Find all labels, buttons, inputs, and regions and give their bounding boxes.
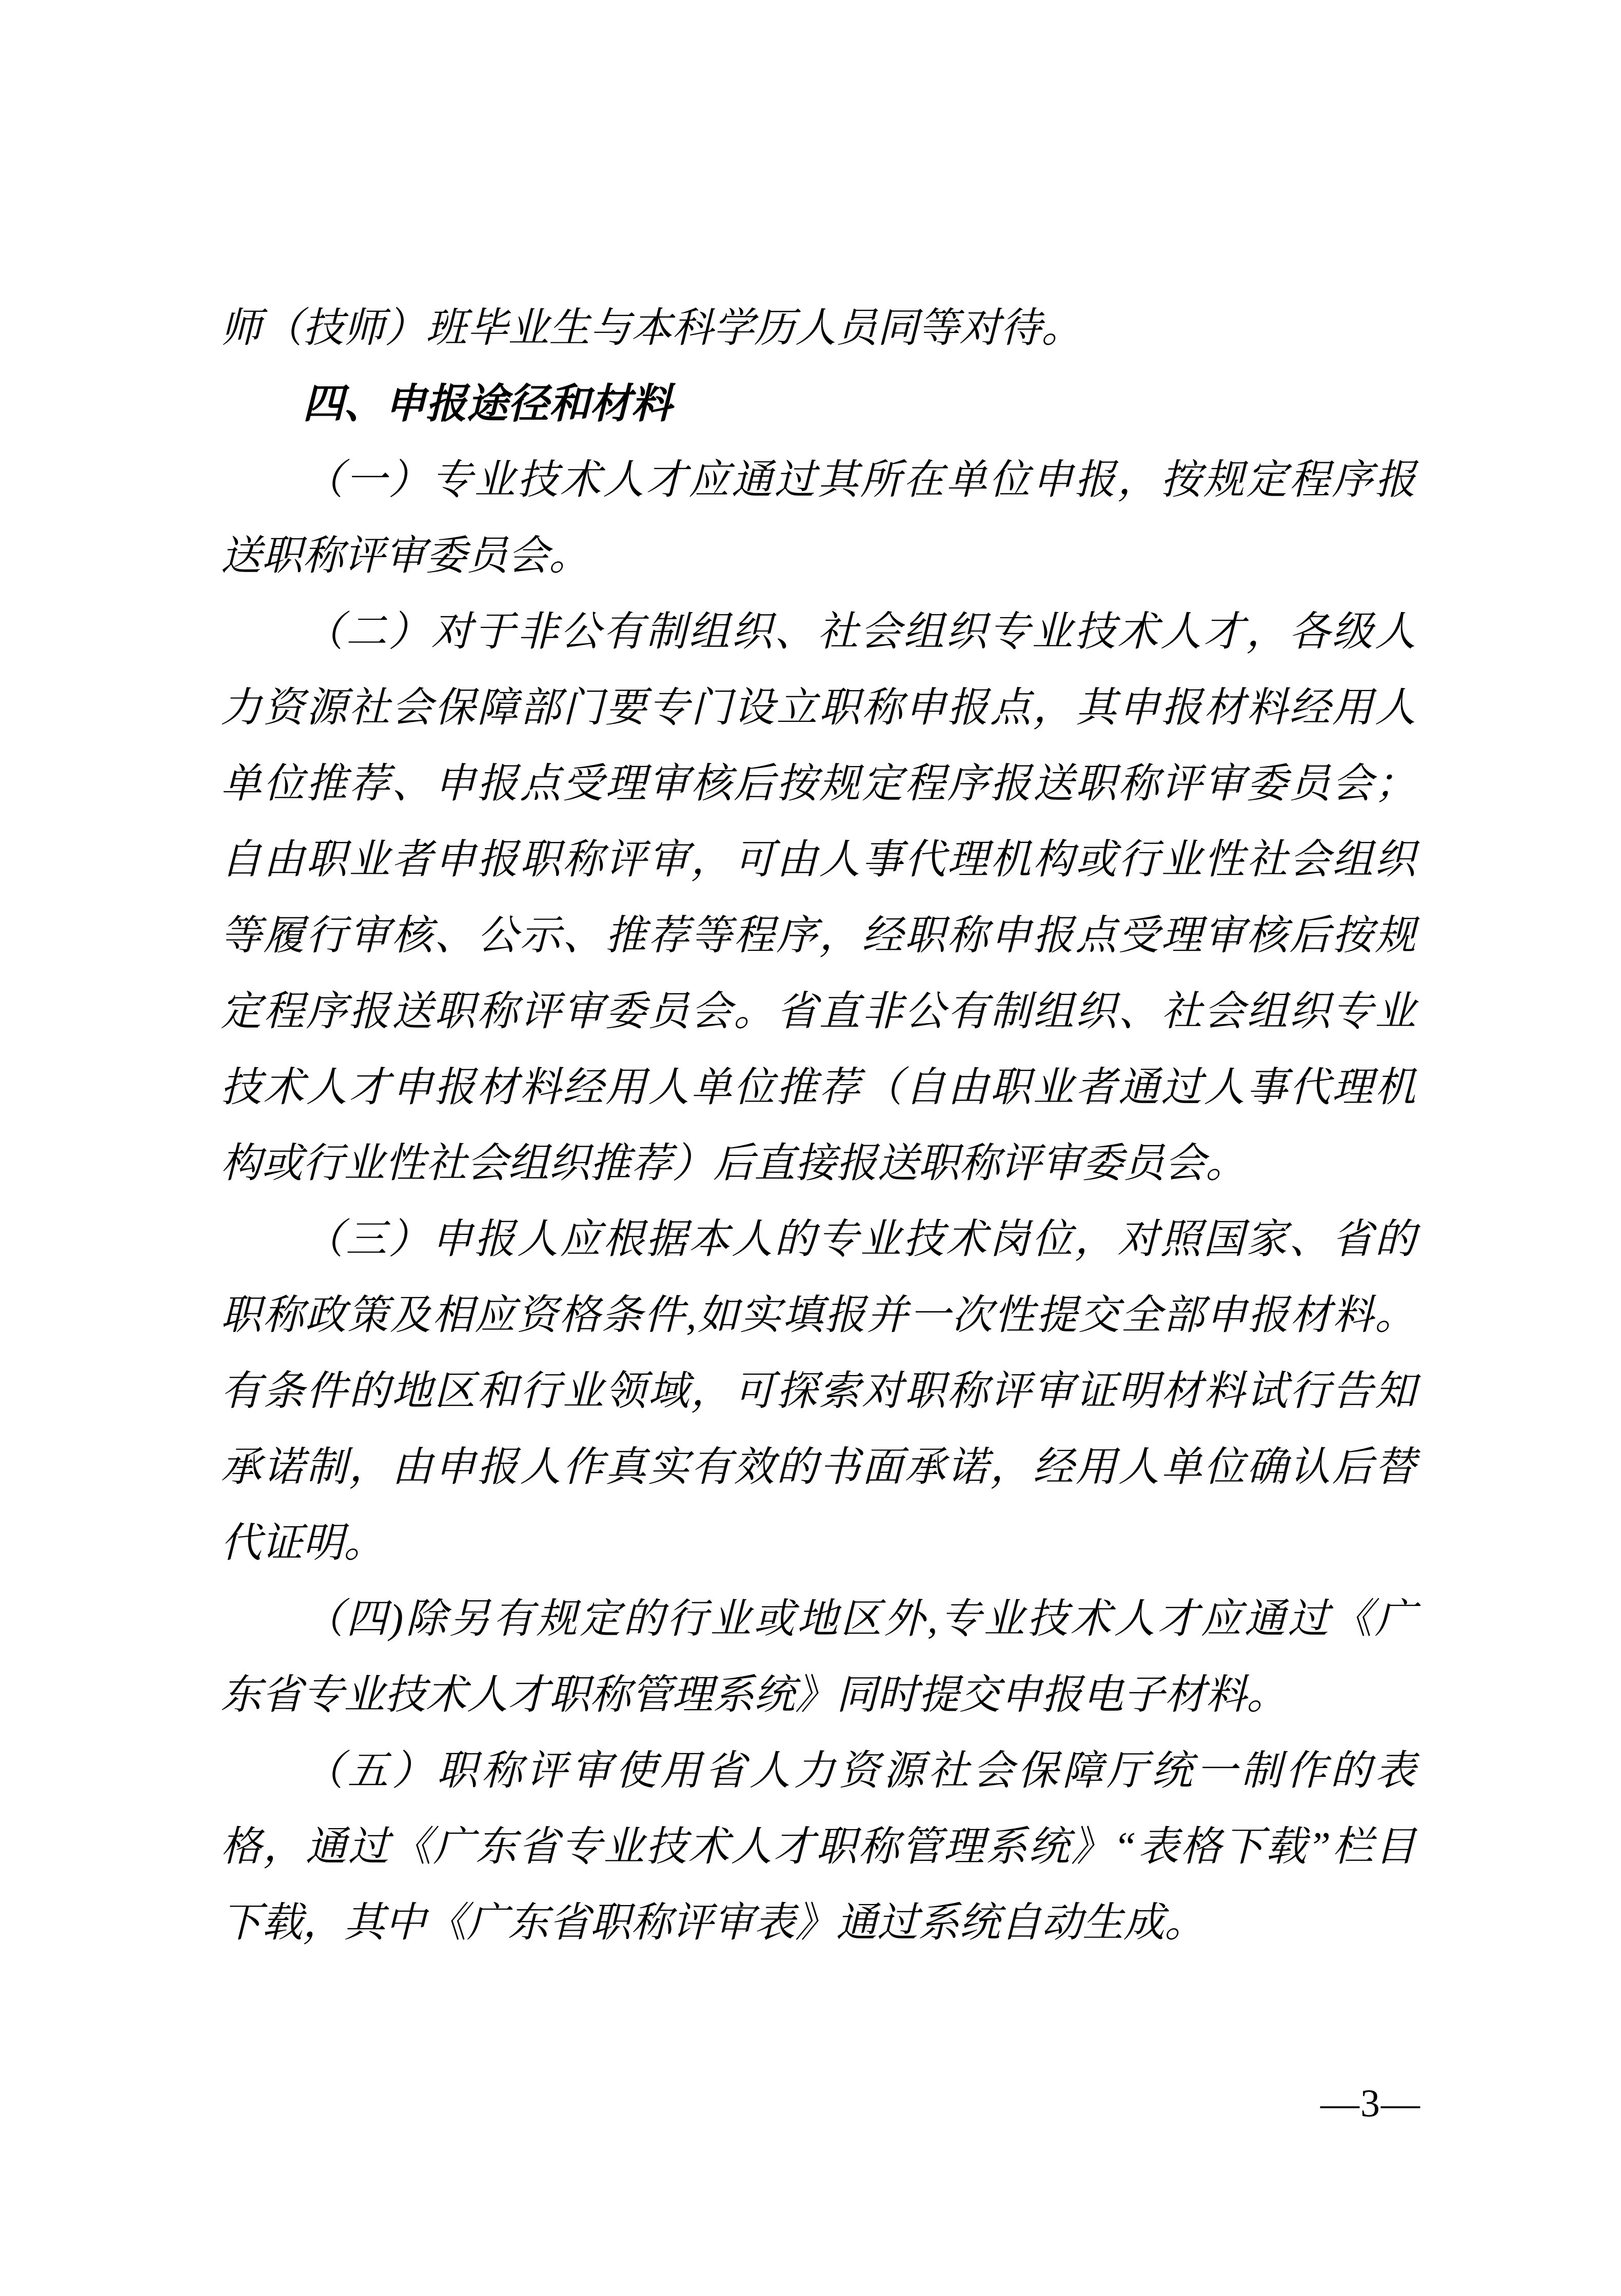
text-line: 师（技师）班毕业生与本科学历人员同等对待。 [221,306,1082,351]
text-line: 单位推荐、申报点受理审核后按规定程序报送职称评审委员会； [221,761,1416,807]
text-line: 构或行业性社会组织推荐）后直接报送职称评审委员会。 [221,1141,1247,1186]
section-heading: 四、申报途径和材料 [303,382,672,427]
text-line: （三）申报人应根据本人的专业技术岗位，对照国家、省的 [303,1217,1416,1262]
text-line: 东省专业技术人才职称管理系统》同时提交申报电子材料。 [221,1673,1288,1718]
text-line: 下载，其中《广东省职称评审表》通过系统自动生成。 [221,1900,1205,1946]
text-line: 代证明。 [221,1521,385,1566]
text-line: 力资源社会保障部门要专门设立职称申报点，其申报材料经用人 [221,685,1416,731]
text-line: （一）专业技术人才应通过其所在单位申报，按规定程序报 [303,458,1416,503]
text-line: （四)除另有规定的行业或地区外,专业技术人才应通过《广 [303,1597,1416,1642]
text-line: 有条件的地区和行业领域，可探索对职称评审证明材料试行告知 [221,1369,1416,1414]
text-line: （二）对于非公有制组织、社会组织专业技术人才，各级人 [303,610,1416,655]
text-line: （五）职称评审使用省人力资源社会保障厅统一制作的表 [303,1749,1416,1794]
document-body [221,290,1416,1961]
text-line: 自由职业者申报职称评审，可由人事代理机构或行业性社会组织 [221,837,1416,882]
text-line: 技术人才申报材料经用人单位推荐（自由职业者通过人事代理机 [221,1065,1416,1110]
page-number: —3— [1320,2082,1421,2125]
text-line: 格，通过《广东省专业技术人才职称管理系统》“表格下载”栏目 [221,1824,1416,1870]
text-line: 承诺制，由申报人作真实有效的书面承诺，经用人单位确认后替 [221,1445,1416,1490]
text-line: 等履行审核、公示、推荐等程序，经职称申报点受理审核后按规 [221,913,1416,958]
text-line: 定程序报送职称评审委员会。省直非公有制组织、社会组织专业 [221,989,1416,1034]
text-line: 送职称评审委员会。 [221,534,590,579]
text-line: 职称政策及相应资格条件,如实填报并一次性提交全部申报材料。 [221,1293,1416,1338]
